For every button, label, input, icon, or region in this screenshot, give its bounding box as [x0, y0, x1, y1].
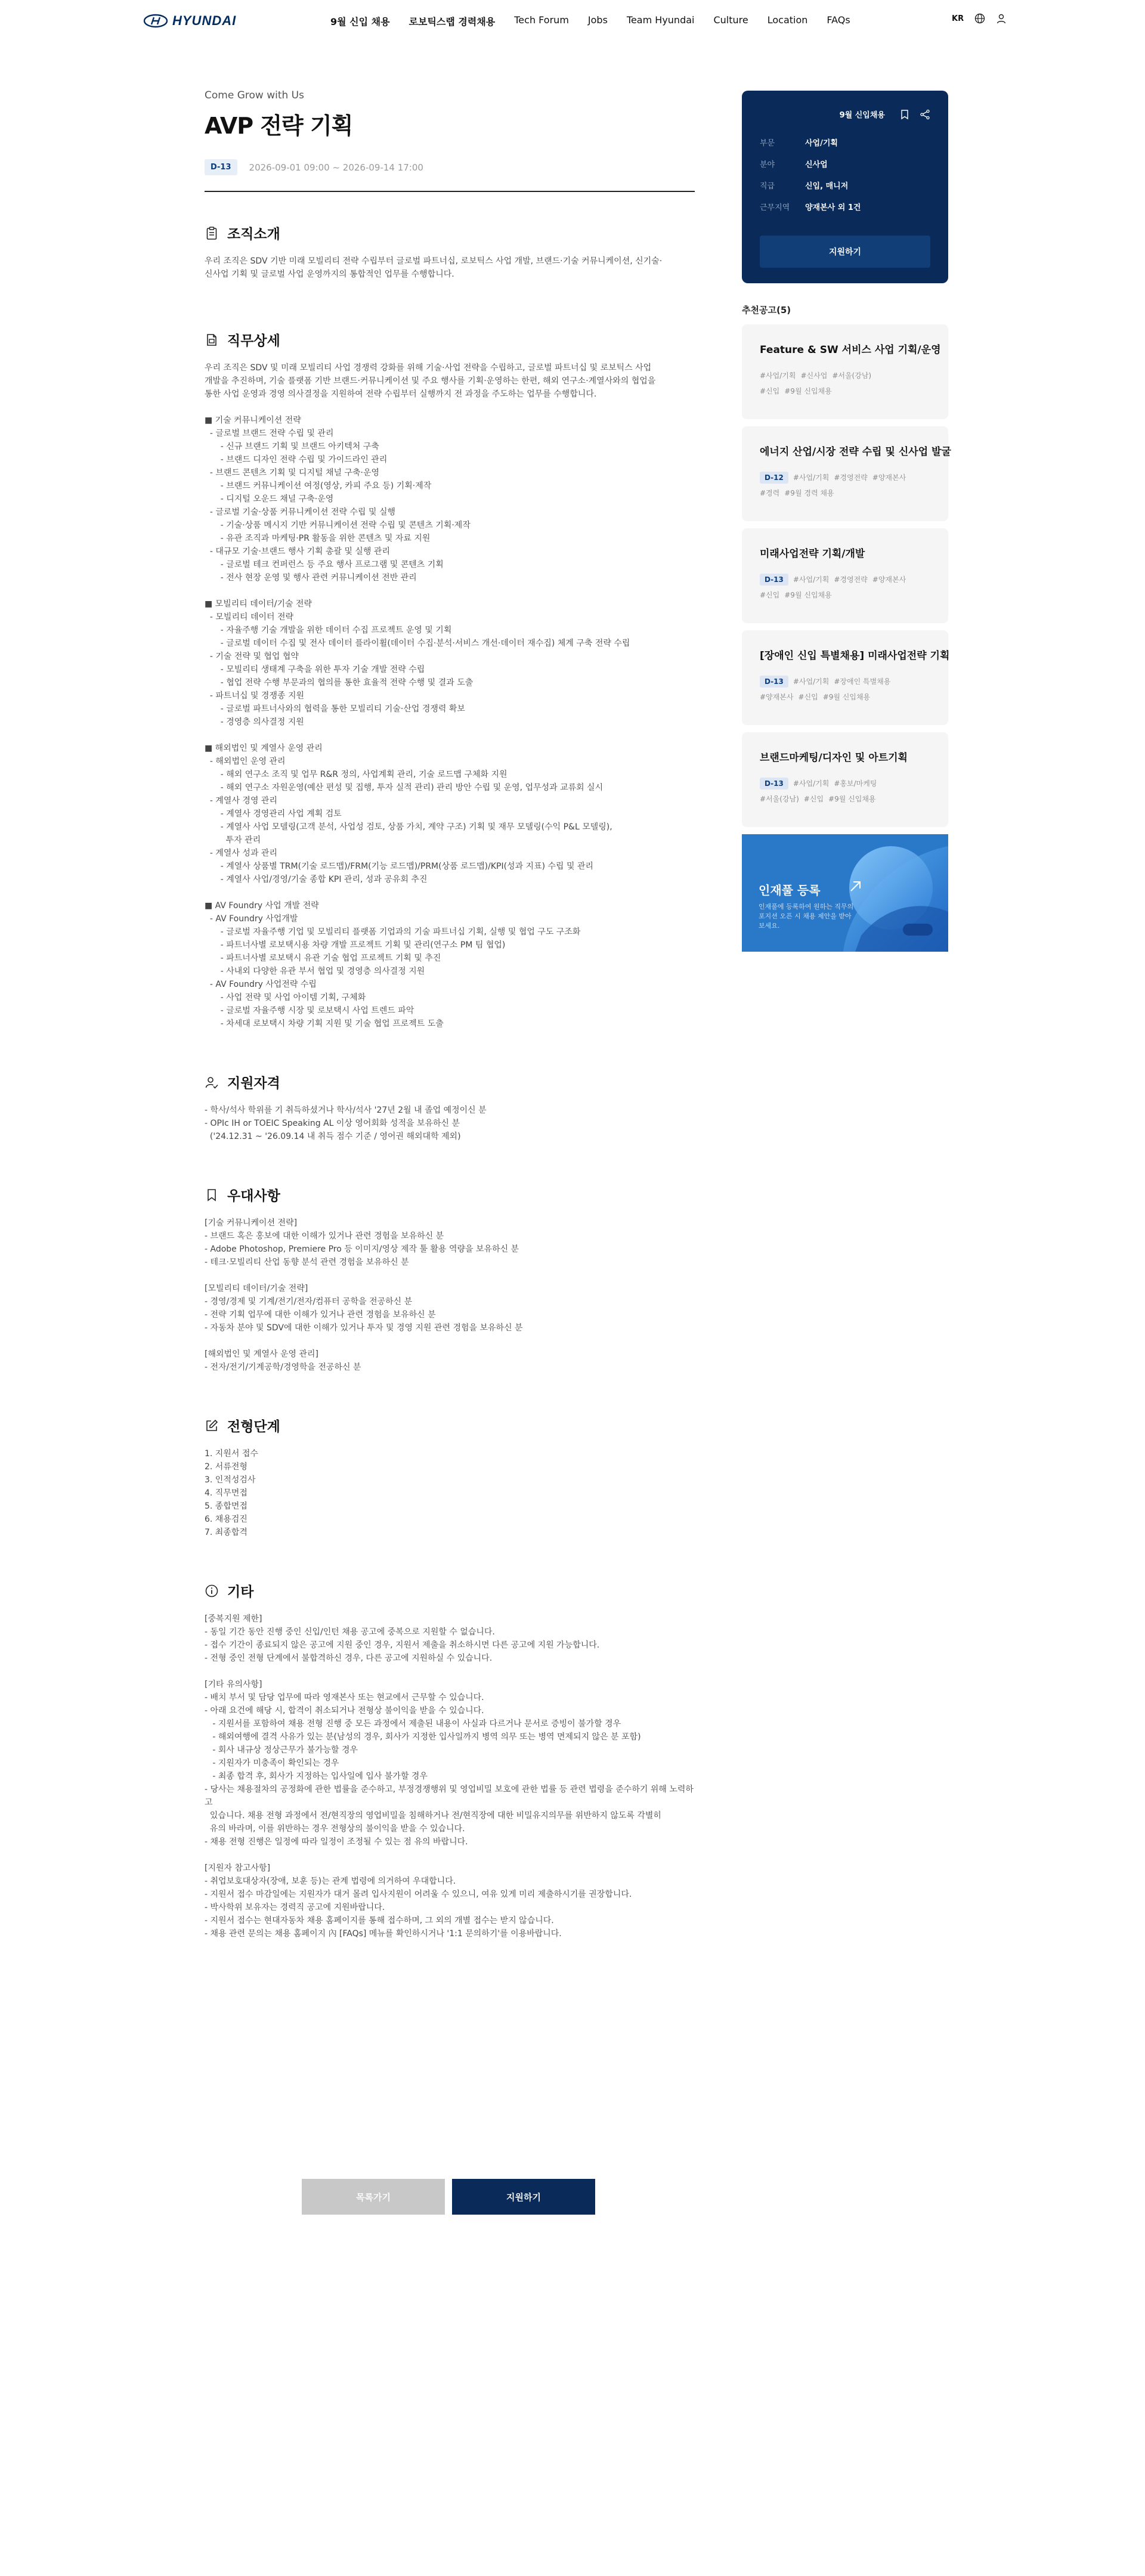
section-etc [205, 1581, 695, 1940]
section-title: 지원자격 [227, 1076, 280, 1091]
logo-wordmark: HYUNDAI [172, 13, 237, 28]
recommend-item[interactable] [742, 324, 948, 419]
section-title: 기타 [227, 1584, 254, 1600]
tag: #홍보/마케팅 [834, 779, 877, 788]
section-header [205, 223, 695, 243]
recommend-item-tags [760, 572, 930, 603]
section-title: 전형단계 [227, 1419, 280, 1435]
section-organization [205, 223, 695, 281]
card-row-value: 신입, 매니저 [805, 182, 849, 191]
nav-item-robotics-lab[interactable]: 로보틱스랩 경력채용 [409, 16, 496, 27]
tag: #장애인 특별채용 [834, 677, 891, 686]
recommend-title: 추천공고(5) [742, 305, 791, 315]
card-row-location [760, 201, 930, 212]
banner-description: 인재풀에 등록하여 원하는 직무의 포지션 오픈 시 채용 제안을 받아 보세요. [759, 903, 854, 930]
nav-item-location[interactable]: Location [767, 14, 808, 26]
card-row-division [760, 137, 930, 148]
global-header [0, 0, 1145, 43]
tag: #신입 [798, 693, 818, 701]
page-title: AVP 전략 기획 [205, 113, 353, 139]
job-meta [205, 159, 695, 175]
bookmark-icon [205, 1188, 219, 1202]
info-icon [205, 1584, 219, 1598]
section-job-detail [205, 330, 695, 1030]
recommend-item-tags [760, 776, 930, 807]
bookmark-icon[interactable] [899, 109, 910, 120]
card-recruit-label: 9월 신입채용 [839, 111, 885, 120]
card-row-grade [760, 179, 930, 191]
hyundai-logo[interactable] [144, 13, 236, 29]
card-row-value: 신사업 [805, 160, 828, 169]
recommend-item-tags [760, 470, 930, 501]
dday-badge: D-13 [760, 778, 788, 789]
tag: #경력 [760, 489, 780, 497]
dday-badge: D-12 [760, 472, 788, 484]
side-panel [742, 91, 951, 952]
card-row-key: 직급 [760, 182, 775, 191]
section-header [205, 1185, 695, 1205]
section-body: 1. 지원서 접수 2. 서류전형 3. 인적성검사 4. 직무면접 5. 종합면접 6. 채용검진 7. 최종합격 [205, 1449, 258, 1537]
card-row-key: 부문 [760, 139, 775, 148]
card-info [760, 137, 930, 212]
edit-icon [205, 1419, 219, 1433]
talent-pool-banner[interactable] [742, 834, 948, 952]
recommend-item-title: 에너지 산업/시장 전략 수립 및 신사업 발굴 [760, 446, 951, 458]
recommend-item[interactable] [742, 426, 951, 521]
section-preferred [205, 1185, 695, 1374]
tag: #신입 [760, 591, 780, 599]
recommend-item-title: 브랜드마케팅/디자인 및 아트기획 [760, 752, 908, 764]
nav-item-tech-forum[interactable]: Tech Forum [514, 14, 569, 26]
tag: #양재본사 [872, 473, 906, 482]
card-apply-button[interactable]: 지원하기 [760, 236, 930, 268]
tag: #9월 신입채용 [784, 387, 832, 395]
section-body: [기술 커뮤니케이션 전략] - 브랜드 혹은 홍보에 대한 이해가 있거나 관련 경험을 보유하신 분 - Adobe Photoshop, Premiere Pro 등 이미지/영상 제작 툴 활용 역량을 보유하신 분 - 테크·모빌리티 산업 동향 분석 관련 경험을 보유하신 분 [모빌리티 데이터/기술 전략] - 경영/경제 및 기계/전기/전자/컴퓨터 공학을 전공하신 분 - 전략 기획 업무에 대한 이해가 있거나 관련 경험을 보유하신 분 - 자동차 분야 및 SDV에 대한 이해가 있거나 투자 및 경영 지원 관련 경험을 보유하신 분 [해외법인 및 계열사 운영 관리] - 전자/전기/기계공학/경영학을 전공하신 분 [205, 1218, 523, 1372]
share-icon[interactable] [920, 109, 930, 120]
tag: #9월 신입채용 [784, 591, 832, 599]
tag: #9월 신입채용 [822, 693, 871, 701]
tag: #9월 경력 채용 [784, 489, 834, 497]
tag: #사업/기획 [793, 677, 830, 686]
recommend-list [742, 324, 951, 827]
user-check-icon [205, 1075, 219, 1089]
tag: #서울(강남) [832, 371, 872, 380]
tag: #사업/기획 [760, 371, 796, 380]
nav-item-september-new[interactable]: 9월 신입 채용 [330, 16, 390, 27]
tag: #신입 [803, 795, 824, 803]
arrow-up-right-icon [848, 878, 864, 894]
section-qualifications [205, 1072, 695, 1143]
tag: #경영전략 [834, 575, 868, 584]
section-header [205, 1581, 695, 1600]
list-button[interactable]: 목록가기 [302, 2179, 445, 2215]
recommend-item-tags [760, 368, 930, 399]
recommend-item-title: Feature & SW 서비스 사업 기획/운영 [760, 344, 941, 356]
section-body: [중복지원 제한] - 동일 기간 동안 진행 중인 신입/인턴 채용 공고에 중복으로 지원할 수 없습니다. - 접수 기간이 종료되지 않은 공고에 지원 중인 경우, 지원서 제출을 취소하시면 다른 공고에 지원 가능합니다. - 전형 중인 전형 단계에서 불합격하신 경우, 다른 공고에 지원하실 수 있습니다. [기타 유의사항] - 배치 부서 및 담당 업무에 따라 영재본사 또는 현교에서 근무할 수 있습니다. - 아래 요건에 해당 시, 합격이 취소되거나 전형상 불이익을 받을 수 있습니다. - 지원서를 포함하여 채용 전형 진행 중 모든 과정에서 제출된 내용이 사실과 다르거나 문서로 증빙이 불가할 경우 - 해외여행에 결격 사유가 있는 분(남성의 경우, 회사가 지정한 입사일까지 병역 의무 또는 병역 면제되지 않은 분 포함) - 회사 내규상 정상근무가 불가능할 경우 - 지원자가 미충족이 확인되는 경우 - 최종 합격 후, 회사가 지정하는 입사일에 입사 불가할 경우 - 당사는 채용절차의 공정화에 관한 법률을 준수하고, 부정경쟁행위 및 영업비밀 보호에 관한 법률 등 관련 법령을 준수하기 위해 노력하고 있습니다. 채용 전형 과정에서 전/현직장의 영업비밀을 침해하거나 전/현직장에 대한 비밀유지의무를 위반하지 않도록 각별히 유의 바라며, 이를 위반하는 경우 전형상의 불이익을 받을 수 있습니다. - 채용 전형 진행은 일정에 따라 일정이 조정될 수 있는 점 유의 바랍니다. [지원자 참고사항] - 취업보호대상자(장애, 보훈 등)는 관계 법령에 의거하여 우대합니다. - 지원서 접수 마감일에는 지원자가 대거 몰려 입사지원이 어려울 수 있으니, 여유 있게 미리 제출하시기를 권장합니다. - 박사학위 보유자는 경력직 공고에 지원바랍니다. - 지원서 접수는 현대자동차 채용 홈페이지를 통해 접수하며, 그 외의 개별 접수는 받지 않습니다. - 채용 관련 문의는 채용 홈페이지 內 [FAQs] 메뉴를 확인하시거나 '1:1 문의하기'를 이용바랍니다. [205, 1614, 694, 1939]
recommend-item[interactable] [742, 732, 948, 827]
dday-badge: D-13 [760, 676, 788, 688]
tag: #경영전략 [834, 473, 868, 482]
section-title: 직무상세 [227, 333, 280, 349]
section-header [205, 330, 695, 349]
dday-badge: D-13 [205, 159, 237, 175]
tag: #사업/기획 [793, 473, 830, 482]
clipboard-icon [205, 226, 219, 240]
apply-button[interactable]: 지원하기 [452, 2179, 595, 2215]
card-row-value: 사업/기획 [805, 139, 838, 148]
nav-item-culture[interactable]: Culture [713, 14, 748, 26]
tag: #신입 [760, 387, 780, 395]
nav-item-team-hyundai[interactable]: Team Hyundai [626, 14, 695, 26]
recommend-item[interactable] [742, 528, 948, 623]
job-detail [205, 89, 695, 1940]
tag: #사업/기획 [793, 779, 830, 788]
tag: #양재본사 [872, 575, 906, 584]
tag: #사업/기획 [793, 575, 830, 584]
section-body: - 학사/석사 학위를 기 취득하셨거나 학사/석사 '27년 2월 내 졸업 예정이신 분 - OPIc IH or TOEIC Speaking AL 이상 영어회화 성적을 보유하신 분 ('24.12.31 ~ '26.09.14 내 취득 점수 기준 / 영어권 해외대학 제외) [205, 1106, 487, 1141]
tag: #9월 신입채용 [828, 795, 876, 803]
card-row-key: 분야 [760, 160, 775, 169]
section-title: 우대사항 [227, 1188, 280, 1204]
section-header [205, 1416, 695, 1435]
eyebrow: Come Grow with Us [205, 89, 304, 101]
tag: #신사업 [800, 371, 828, 380]
section-process [205, 1416, 695, 1539]
globe-icon[interactable] [974, 13, 985, 24]
apply-period: 2026-09-01 09:00 ~ 2026-09-14 17:00 [249, 162, 423, 173]
document-icon [205, 333, 219, 347]
section-body: 우리 조직은 SDV 기반 미래 모빌리티 전략 수립부터 글로벌 파트너십, 로보틱스 사업 개발, 브랜드·기술 커뮤니케이션, 신기술· 신사업 기획 및 글로벌 사업 운영까지의 통합적인 업무를 수행합니다. [205, 256, 663, 279]
card-row-value: 양재본사 외 1건 [805, 203, 861, 212]
language-selector[interactable]: KR [952, 14, 964, 23]
dday-badge: D-13 [760, 574, 788, 586]
hyundai-emblem-icon [144, 14, 168, 27]
tag: #양재본사 [760, 693, 794, 701]
card-row-field [760, 158, 930, 169]
bottom-actions [302, 2179, 595, 2215]
main-nav [330, 14, 850, 28]
recommend-item-tags [760, 674, 930, 705]
title-divider [205, 191, 695, 192]
nav-item-faqs[interactable]: FAQs [827, 14, 850, 26]
recommend-item-title: 미래사업전략 기획/개발 [760, 548, 865, 560]
banner-title: 인재풀 등록 [759, 883, 821, 897]
section-body: 우리 조직은 SDV 및 미래 모빌리티 사업 경쟁력 강화를 위해 기술·사업 전략을 수립하고, 글로벌 파트너십 및 로보틱스 사업 개발을 추진하며, 기술 플랫폼 기반 브랜드·커뮤니케이션 및 주요 행사를 기획·운영하는 한편, 해외 연구소·계열사와의 협업을 통한 사업 운영과 경영 의사결정을 지원하여 전략 수립부터 실행까지 전 과정을 주도하는 업무를 수행합니다. ■ 기술 커뮤니케이션 전략 - 글로벌 브랜드 전략 수립 및 관리 - 신규 브랜드 기획 및 브랜드 아키텍처 구축 - 브랜드 디자인 전략 수립 및 가이드라인 관리 - 브랜드 콘텐츠 기획 및 디지털 채널 구축·운영 - 브랜드 커뮤니케이션 여정(영상, 카피 주요 등) 기획·제작 - 디지털 오운드 채널 구축·운영 - 글로벌 기술·상품 커뮤니케이션 전략 수립 및 실행 - 기술·상품 메시지 기반 커뮤니케이션 전략 수립 및 콘텐츠 기획·제작 - 유관 조직과 마케팅·PR 활동을 위한 콘텐츠 및 자료 지원 - 대규모 기술·브랜드 행사 기획 총괄 및 실행 관리 - 글로벌 테크 컨퍼런스 등 주요 행사 프로그램 및 콘텐츠 기획 - 전사 현장 운영 및 행사 관련 커뮤니케이션 전반 관리 ■ 모빌리티 데이터/기술 전략 - 모빌리티 데이터 전략 - 자율주행 기술 개발을 위한 데이터 수집 프로젝트 운영 및 기획 - 글로벌 데이터 수집 및 전사 데이터 플라이휠(데이터 수집·분석·서비스 개선·데이터 재수집) 체계 구축 전략 수립 - 기술 전략 및 협업 협약 - 모빌리티 생태계 구축을 위한 투자 기술 개발 전략 수립 - 협업 전략 수행 부문과의 협의를 통한 효율적 전략 수행 및 결과 도출 - 파트너십 및 경쟁종 지원 - 글로벌 파트너사와의 협력을 통한 모빌리티 기술·산업 경쟁력 확보 - 경영층 의사결정 지원 ■ 해외법인 및 계열사 운영 관리 - 해외법인 운영 관리 - 해외 연구소 조직 및 업무 R&R 정의, 사업계획 관리, 기술 로드맵 구체화 지원 - 해외 연구소 자원운영(예산 편성 및 집행, 투자 실적 관리) 관리 방안 수립 및 운영, 업무성과 교류회 실시 - 계열사 경영 관리 - 계열사 경영관리 사업 계획 검토 - 계열사 사업 모델링(고객 분석, 사업성 검토, 상품 가치, 계약 구조) 기획 및 재무 모델링(수익 P&L 모델링), 투자 관리 - 계열사 성과 관리 - 계열사 상품별 TRM(기술 로드맵)/FRM(기능 로드맵)/PRM(상품 로드맵)/KPI(성과 지표) 수립 및 관리 - 계열사 사업/경영/기술 종합 KPI 관리, 성과 공유회 추진 ■ AV Foundry 사업 개발 전략 - AV Foundry 사업개발 - 글로벌 자율주행 기업 및 모빌리티 플랫폼 기업과의 기술 파트너십 기획, 실행 및 협업 구도 구조화 - 파트너사별 로보택시용 차량 개발 프로젝트 기획 및 관리(연구소 PM 팀 협업) - 파트너사별 로보택시 유관 기술 협업 프로젝트 기획 및 추진 - 사내외 다양한 유관 부서 협업 및 경영층 의사결정 지원 - AV Foundry 사업전략 수립 - 사업 전략 및 사업 아이템 기획, 구체화 - 글로벌 자율주행 시장 및 로보택시 사업 트렌드 파악 - 차세대 로보택시 차량 기획 지원 및 기술 협업 프로젝트 도출 [205, 363, 656, 1029]
recommend-item[interactable] [742, 630, 948, 725]
section-header [205, 1072, 695, 1092]
card-row-key: 근무지역 [760, 203, 790, 212]
section-title: 조직소개 [227, 227, 280, 242]
user-icon[interactable] [996, 13, 1007, 24]
tag: #서울(강남) [760, 795, 799, 803]
apply-card [742, 91, 948, 283]
card-top [760, 109, 930, 120]
recommend-item-title: [장애인 신입 특별채용] 미래사업전략 기획 [760, 650, 950, 662]
header-utilities [952, 13, 1007, 24]
nav-item-jobs[interactable]: Jobs [587, 14, 608, 26]
